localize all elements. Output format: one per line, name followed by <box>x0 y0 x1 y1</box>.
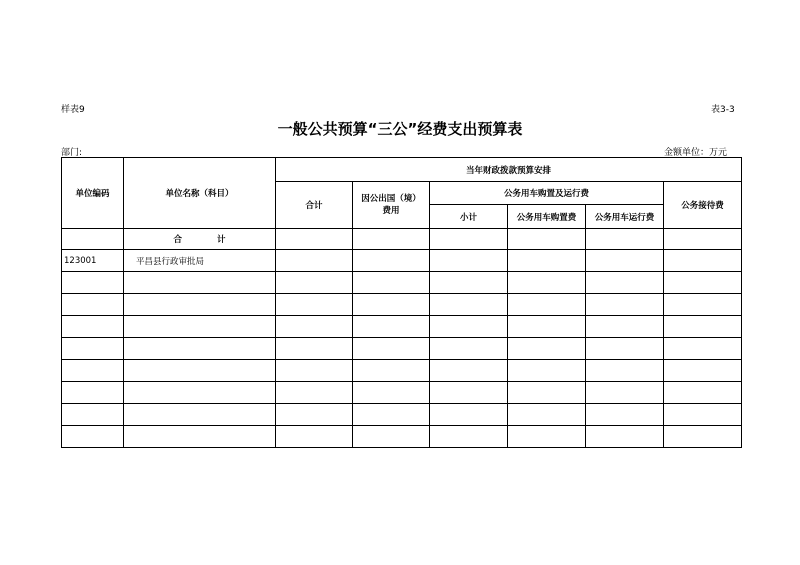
table-row <box>62 294 742 316</box>
total-row-label: 合 计 <box>124 229 276 250</box>
cell <box>664 250 742 272</box>
sample-label: 样表9 <box>61 105 85 115</box>
table-row <box>62 360 742 382</box>
cell <box>276 250 353 272</box>
total-row <box>62 229 742 250</box>
page-title: 一般公共预算“三公”经费支出预算表 <box>277 120 523 138</box>
table-row <box>62 316 742 338</box>
header-vehicle-purchase: 公务用车购置费 <box>508 205 586 229</box>
unit-name-cell: 平昌县行政审批局 <box>124 250 276 272</box>
header-reception: 公务接待费 <box>664 182 742 229</box>
header-unit-name: 单位名称（科目） <box>124 158 276 229</box>
unit-code-cell: 123001 <box>62 250 124 272</box>
table-row <box>62 404 742 426</box>
header-current-year-allocation: 当年财政拨款预算安排 <box>276 158 742 182</box>
table-row <box>62 272 742 294</box>
cell <box>353 250 430 272</box>
table-row <box>62 338 742 360</box>
header-abroad-expenses: 因公出国（境）费用 <box>353 182 430 229</box>
table-row <box>62 250 742 272</box>
table-row <box>62 426 742 448</box>
cell <box>508 229 586 250</box>
department-label: 部门: <box>61 148 83 158</box>
header-unit-code: 单位编码 <box>62 158 124 229</box>
cell <box>664 229 742 250</box>
table-row <box>62 382 742 404</box>
cell <box>353 229 430 250</box>
cell <box>430 250 508 272</box>
header-subtotal: 小计 <box>430 205 508 229</box>
cell <box>508 250 586 272</box>
cell <box>586 250 664 272</box>
header-vehicle-operation: 公务用车运行费 <box>586 205 664 229</box>
table-number: 表3-3 <box>711 105 735 115</box>
cell <box>62 229 124 250</box>
header-total: 合计 <box>276 182 353 229</box>
header-vehicle-group: 公务用车购置及运行费 <box>430 182 664 205</box>
amount-unit-label: 金额单位：万元 <box>664 148 728 158</box>
cell <box>586 229 664 250</box>
cell <box>430 229 508 250</box>
budget-table <box>61 157 742 448</box>
cell <box>276 229 353 250</box>
